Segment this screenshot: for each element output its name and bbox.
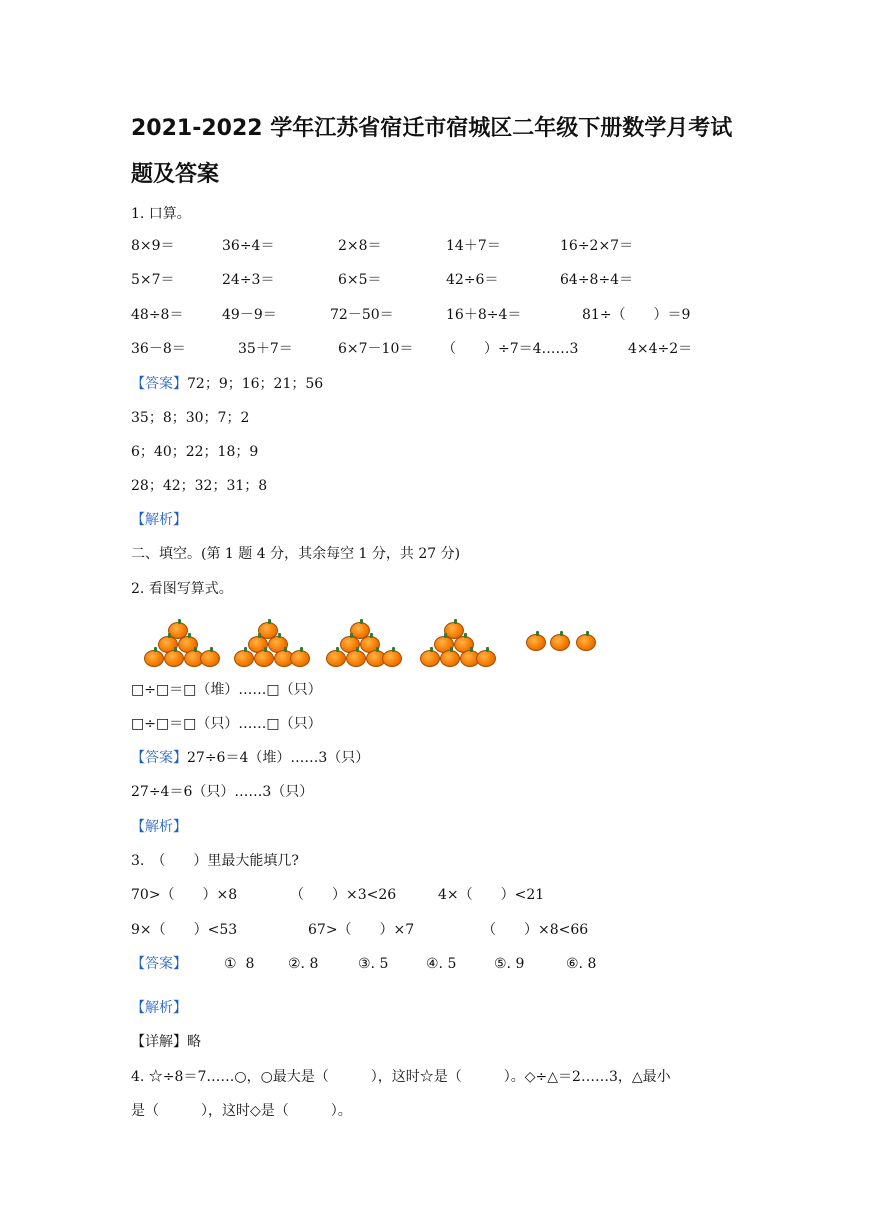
q1-cell: 8×9＝ <box>131 238 175 254</box>
pumpkin-icon <box>420 650 440 667</box>
q3-label: 3. （ ）里最大能填几? <box>131 853 299 869</box>
pumpkin-picture <box>140 618 610 670</box>
q2-answer <box>131 748 369 768</box>
q1-cell: 64÷8÷4＝ <box>560 272 634 288</box>
q1-cell: 6×7－10＝ <box>338 341 414 357</box>
q1-cell: 2×8＝ <box>338 238 382 254</box>
q1-cell: 81÷（ ）＝9 <box>582 307 691 323</box>
q3-answer-item: ⑥. 8 <box>566 956 597 972</box>
q1-answer-line: 28；42；32；31；8 <box>131 478 268 494</box>
q3-item: 67>（ ）×7 <box>308 922 415 938</box>
q1-label: 1. 口算。 <box>131 206 191 222</box>
pumpkin-icon <box>550 634 570 651</box>
q3-answer-item: ① 8 <box>224 956 255 972</box>
q1-answer-line: 35；8；30；7；2 <box>131 410 250 426</box>
pumpkin-icon <box>200 650 220 667</box>
pumpkin-icon <box>144 650 164 667</box>
q3-answer-item: ⑤. 9 <box>494 956 525 972</box>
q2-blank-line-2: □÷□＝□（只）……□（只） <box>131 716 322 732</box>
pumpkin-icon <box>526 634 546 651</box>
q3-item: （ ）×3<26 <box>290 887 397 903</box>
q3-analysis-tag: 【解析】 <box>131 1000 187 1016</box>
q1-cell: 36÷4＝ <box>222 238 275 254</box>
q1-cell: 14＋7＝ <box>446 238 501 254</box>
answer-text: 72；9；16；21；56 <box>187 376 324 392</box>
q1-cell: 4×4÷2＝ <box>628 341 693 357</box>
q3-item: 9×（ ）<53 <box>131 922 238 938</box>
q1-cell: 5×7＝ <box>131 272 175 288</box>
document-title-line-2: 题及答案 <box>131 162 220 187</box>
q1-cell: 36－8＝ <box>131 341 186 357</box>
q3-detail: 【详解】略 <box>131 1034 201 1050</box>
q1-cell: 16＋8÷4＝ <box>446 307 522 323</box>
q3-answer-tag: 【答案】 <box>131 956 187 972</box>
q3-answer-item: ③. 5 <box>358 956 389 972</box>
q3-item: 4×（ ）<21 <box>438 887 545 903</box>
q1-cell: 72－50＝ <box>330 307 394 323</box>
section-2-heading: 二、填空。(第 1 题 4 分，其余每空 1 分，共 27 分) <box>131 546 461 562</box>
pumpkin-icon <box>382 650 402 667</box>
q1-cell: 42÷6＝ <box>446 272 499 288</box>
answer-tag: 【答案】 <box>131 750 187 766</box>
q1-analysis-tag: 【解析】 <box>131 512 187 528</box>
pumpkin-icon <box>346 650 366 667</box>
pumpkin-icon <box>290 650 310 667</box>
q3-item: （ ）×8<66 <box>482 922 589 938</box>
q2-answer-line: 27÷4＝6（只）……3（只） <box>131 784 314 800</box>
q1-cell: （ ）÷7＝4……3 <box>442 341 579 357</box>
pumpkin-icon <box>254 650 274 667</box>
q1-cell: 16÷2×7＝ <box>560 238 634 254</box>
pumpkin-icon <box>440 650 460 667</box>
pumpkin-icon <box>234 650 254 667</box>
answer-tag: 【答案】 <box>131 376 187 392</box>
q1-cell: 35＋7＝ <box>238 341 293 357</box>
q1-answer <box>131 374 323 394</box>
q1-cell: 24÷3＝ <box>222 272 275 288</box>
q1-cell: 49－9＝ <box>222 307 277 323</box>
q2-blank-line-1: □÷□＝□（堆）……□（只） <box>131 682 322 698</box>
pumpkin-icon <box>326 650 346 667</box>
document-title-line-1: 2021-2022 学年江苏省宿迁市宿城区二年级下册数学月考试 <box>131 116 733 141</box>
q2-label: 2. 看图写算式。 <box>131 581 233 597</box>
q1-answer-line: 6；40；22；18；9 <box>131 444 259 460</box>
q1-cell: 6×5＝ <box>338 272 382 288</box>
q3-answer-item: ②. 8 <box>288 956 319 972</box>
q2-analysis-tag: 【解析】 <box>131 819 187 835</box>
pumpkin-icon <box>164 650 184 667</box>
q4-line-1: 4. ☆÷8＝7……○，○最大是（ ），这时☆是（ ）。◇÷△＝2……3，△最小 <box>131 1069 671 1085</box>
pumpkin-icon <box>576 634 596 651</box>
q3-item: 70>（ ）×8 <box>131 887 238 903</box>
q3-answer-item: ④. 5 <box>426 956 457 972</box>
q4-line-2: 是（ ），这时◇是（ ）。 <box>131 1103 352 1119</box>
pumpkin-icon <box>476 650 496 667</box>
answer-text: 27÷6＝4（堆）……3（只） <box>187 750 370 766</box>
q1-cell: 48÷8＝ <box>131 307 184 323</box>
